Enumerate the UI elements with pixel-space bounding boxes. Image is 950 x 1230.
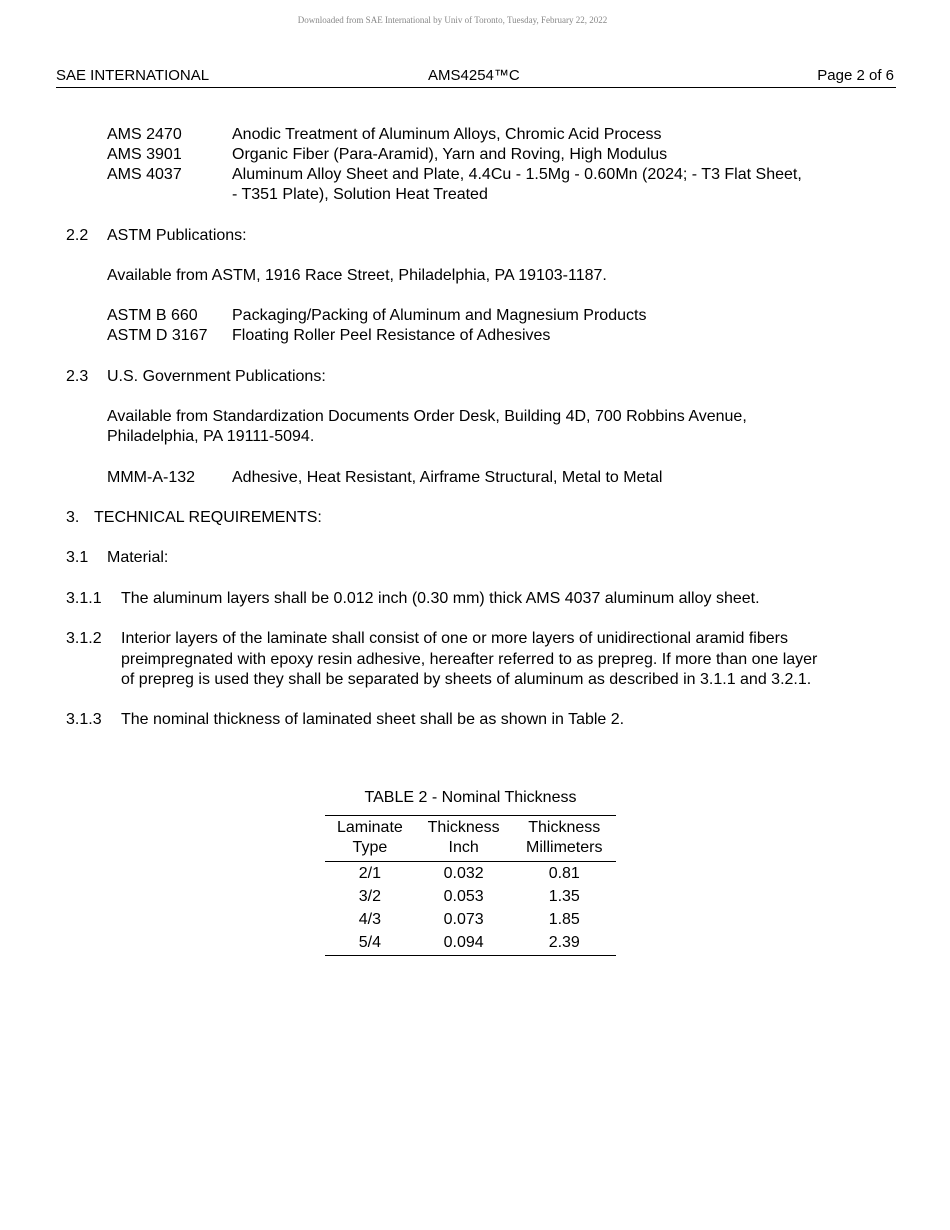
table-row: [325, 932, 616, 956]
header-publisher: SAE INTERNATIONAL: [56, 67, 210, 84]
column-header: [325, 816, 415, 862]
download-note: Downloaded from SAE International by Univ of Toronto, Tuesday, February 22, 2022: [297, 15, 608, 25]
table-cell: 5/4: [358, 934, 382, 951]
table-cell: 0.094: [443, 934, 484, 951]
table-cell: 1.35: [548, 888, 580, 905]
section-number: 3.1.3: [66, 711, 102, 728]
reference-title: Adhesive, Heat Resistant, Airframe Structural, Metal to Metal: [232, 469, 663, 486]
table-header-row: [325, 816, 616, 862]
table-cell: 0.81: [548, 865, 580, 882]
section-number: 3.1.1: [66, 590, 102, 607]
table-cell: 2.39: [548, 934, 580, 951]
table-cell: 2/1: [358, 865, 382, 882]
table-cell: 0.053: [443, 888, 484, 905]
reference-code: AMS 4037: [107, 166, 182, 183]
table-cell: 3/2: [358, 888, 382, 905]
section-number: 2.3: [66, 368, 89, 385]
header-page-number: Page 2 of 6: [817, 67, 894, 84]
reference-code: MMM-A-132: [107, 469, 196, 486]
section-heading: ASTM Publications:: [107, 227, 247, 244]
column-header-line: Inch: [448, 839, 479, 856]
column-header: [513, 816, 616, 862]
section-number: 3.: [66, 509, 80, 526]
paragraph-line: preimpregnated with epoxy resin adhesive, hereafter referred to as prepreg. If more than one layer: [121, 651, 818, 668]
availability-note: Available from ASTM, 1916 Race Street, Philadelphia, PA 19103-1187.: [107, 267, 607, 284]
column-header-line: Thickness: [427, 819, 500, 836]
column-header-line: Millimeters: [526, 839, 603, 856]
column-header-line: Type: [352, 839, 388, 856]
reference-code: AMS 2470: [107, 126, 182, 143]
reference-title: Floating Roller Peel Resistance of Adhesives: [232, 327, 551, 344]
table-cell: 0.032: [443, 865, 484, 882]
reference-code: ASTM B 660: [107, 307, 198, 324]
section-heading: U.S. Government Publications:: [107, 368, 326, 385]
reference-code: AMS 3901: [107, 146, 182, 163]
section-number: 2.2: [66, 227, 89, 244]
section-number: 3.1.2: [66, 630, 102, 647]
reference-title: Aluminum Alloy Sheet and Plate, 4.4Cu - 1.5Mg - 0.60Mn (2024; - T3 Flat Sheet,: [232, 166, 802, 183]
table-cell: 1.85: [548, 911, 580, 928]
reference-title: Anodic Treatment of Aluminum Alloys, Chromic Acid Process: [232, 126, 662, 143]
reference-title: Organic Fiber (Para-Aramid), Yarn and Roving, High Modulus: [232, 146, 668, 163]
section-heading: Material:: [107, 549, 169, 566]
reference-code: ASTM D 3167: [107, 327, 208, 344]
table-row: [325, 862, 616, 887]
paragraph-line: of prepreg is used they shall be separated by sheets of aluminum as described in 3.1.1 and 3.2.1.: [121, 671, 812, 688]
availability-note-continued: Philadelphia, PA 19111-5094.: [107, 428, 315, 445]
nominal-thickness-table: [325, 815, 616, 956]
header-rule: [56, 87, 896, 88]
paragraph-text: The nominal thickness of laminated sheet shall be as shown in Table 2.: [121, 711, 625, 728]
column-header-line: Thickness: [528, 819, 601, 836]
table-caption: TABLE 2 - Nominal Thickness: [364, 789, 577, 806]
table-row: [325, 909, 616, 932]
availability-note: Available from Standardization Documents Order Desk, Building 4D, 700 Robbins Avenue,: [107, 408, 747, 425]
header-document-number: AMS4254™C: [428, 67, 520, 84]
section-heading: TECHNICAL REQUIREMENTS:: [94, 509, 322, 526]
table-row: [325, 886, 616, 909]
reference-title-continued: - T351 Plate), Solution Heat Treated: [232, 186, 488, 203]
column-header: [415, 816, 513, 862]
table-cell: 0.073: [443, 911, 484, 928]
paragraph-line: Interior layers of the laminate shall consist of one or more layers of unidirectional aramid fibers: [121, 630, 788, 647]
column-header-line: Laminate: [336, 819, 403, 836]
table-cell: 4/3: [358, 911, 382, 928]
paragraph-text: The aluminum layers shall be 0.012 inch (0.30 mm) thick AMS 4037 aluminum alloy sheet.: [121, 590, 760, 607]
section-number: 3.1: [66, 549, 89, 566]
reference-title: Packaging/Packing of Aluminum and Magnesium Products: [232, 307, 647, 324]
